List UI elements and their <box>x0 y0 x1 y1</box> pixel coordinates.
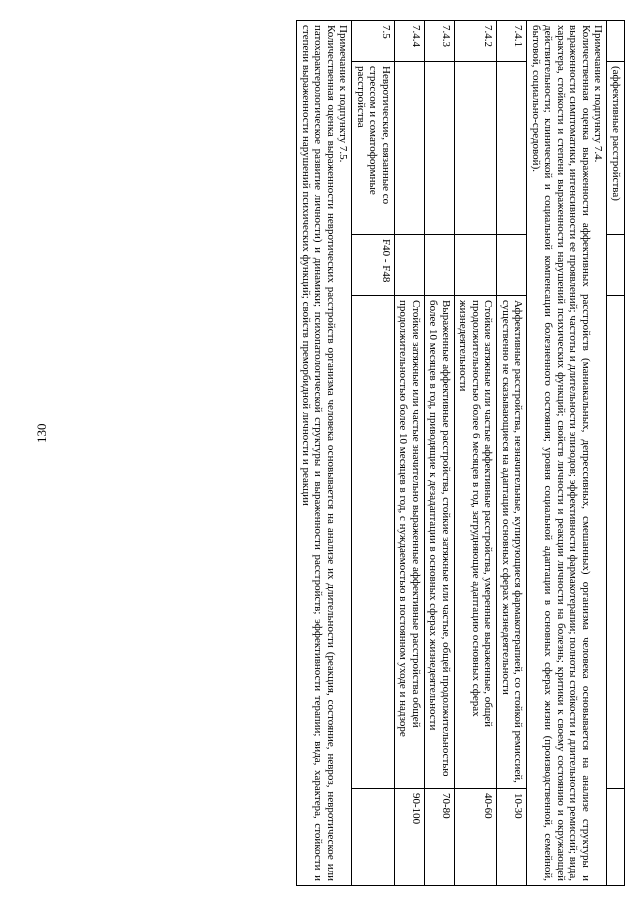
score-cell <box>607 789 625 886</box>
name-cell: (аффективные расстройства) <box>607 62 625 235</box>
name-cell <box>395 62 425 235</box>
code-cell: 7.4.2 <box>455 21 498 62</box>
icd-cell: F40 - F48 <box>352 235 395 296</box>
code-cell: 7.4.3 <box>425 21 455 62</box>
score-cell: 90-100 <box>395 789 425 886</box>
icd-cell <box>455 235 498 296</box>
page-number: 130 <box>34 423 49 443</box>
table-row <box>497 21 527 886</box>
code-cell: 7.5 <box>352 21 395 62</box>
code-cell <box>607 21 625 62</box>
score-cell: 40-60 <box>455 789 498 886</box>
score-cell: 10-30 <box>497 789 527 886</box>
document-table-area <box>128 20 625 885</box>
note-text: Количественная оценка выраженности аффективных расстройств (маниакальных, депрессивных, смешанных) организма человека основывается на анализе структуры и выраженности симптоматики, интенсивности ее проявлений; частоты и длительности эпизодов; эффективности фармакотерапии; полноты стойкости и длительности ремиссий; вида, характера, стойкости и степени выраженности нарушений психических функций; свойств личности и реакции личности на болезнь; критики к своему состоянию и окружающей действительности; клинической и социальной компенсации болезненного состояния; уровня социальной адаптации в основных сферах жизни (производственной, семейной, бытовой, социально-средовой). <box>530 25 592 881</box>
note-label: Примечание к подпункту 7.4. <box>592 25 605 163</box>
name-cell <box>425 62 455 235</box>
name-cell <box>455 62 498 235</box>
note-label: Примечание к подпункту 7.5. <box>337 25 350 163</box>
score-cell <box>352 789 395 886</box>
note-text: Количественная оценка выраженности невротических расстройств организма человека основывается на анализе их длительности (реакция, состояние, невроз, невротическое или патохарактерологическое развитие личности) и динамики; психопатологической структуры и выраженности расстройств; эффективности терапии; вида, характера, стойкости и степени выраженности нарушений психических функций; свойств преморбидной личности и реакции <box>300 25 337 881</box>
code-cell: 7.4.1 <box>497 21 527 62</box>
code-cell: 7.4.4 <box>395 21 425 62</box>
icd-cell <box>607 235 625 296</box>
description-cell <box>352 296 395 789</box>
table-row <box>395 21 425 886</box>
table-row <box>352 21 395 886</box>
icd-cell <box>425 235 455 296</box>
table-row <box>455 21 498 886</box>
note-cell <box>297 21 352 886</box>
note-row <box>527 21 607 886</box>
icd-cell <box>395 235 425 296</box>
note-cell <box>527 21 607 886</box>
description-cell: Стойкие затяжные или частые значительно выраженные аффективные расстройства общей продолжительностью более 10 месяцев в год, с нуждаемостью в постоянном уходе и надзоре <box>395 296 425 789</box>
table-row <box>425 21 455 886</box>
name-cell: Невротические, связанные со стрессом и соматоформные расстройства <box>352 62 395 235</box>
criteria-table <box>297 20 626 886</box>
name-cell <box>497 62 527 235</box>
note-row <box>297 21 352 886</box>
table-row <box>607 21 625 886</box>
score-cell: 70-80 <box>425 789 455 886</box>
icd-cell <box>497 235 527 296</box>
description-cell: Выраженные аффективные расстройства, стойкие затяжные или частые, общей продолжительностью более 10 месяцев в год, приводящие к дезадаптации в основных сферах жизнедеятельности <box>425 296 455 789</box>
description-cell <box>607 296 625 789</box>
description-cell: Аффективные расстройства, незначительные, купирующиеся фармакотерапией, со стойкой ремиссией, существенно не сказывающиеся на адаптации основных сферах жизнедеятельности <box>497 296 527 789</box>
description-cell: Стойкие затяжные или частые аффективные расстройства, умеренные выраженные, общей продолжительностью более 6 месяцев в год, затрудняющие адаптацию основных сферах жизнедеятельности <box>455 296 498 789</box>
